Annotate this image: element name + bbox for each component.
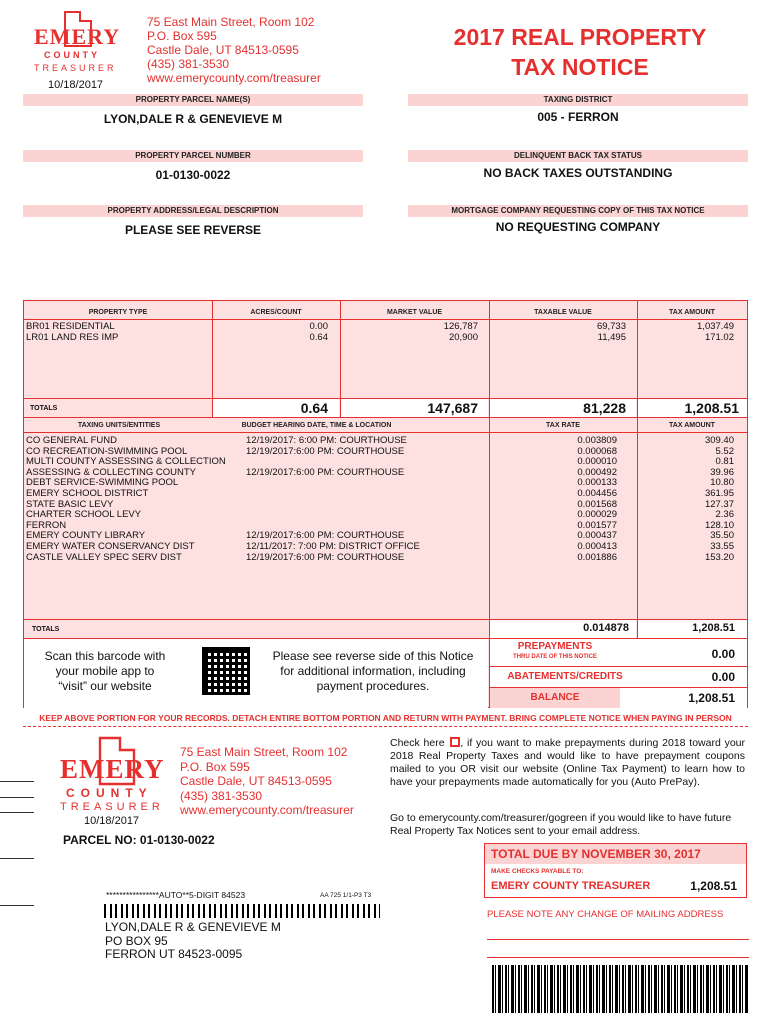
detach-instructions: KEEP ABOVE PORTION FOR YOUR RECORDS. DETACH ENTIRE BOTTOM PORTION AND RETURN WITH PAYMENT. BRING COMPLETE NOTICE WHEN PAYING IN PERSON — [39, 713, 732, 723]
col-property-type: PROPERTY TYPE — [88, 309, 148, 316]
scanline-barcode — [492, 965, 748, 1013]
col-taxing-units: TAXING UNITS/ENTITIES — [77, 422, 161, 429]
property-address-value: PLEASE SEE REVERSE — [124, 223, 262, 237]
margin-tick — [0, 797, 34, 798]
reverse-side-note: Please see reverse side of this Notice for additional information, including payment procedures. — [272, 649, 474, 693]
delinquent-value: NO BACK TAXES OUTSTANDING — [483, 166, 673, 180]
property-taxable: 69,733 11,495 — [596, 321, 626, 343]
notice-title — [400, 22, 760, 82]
margin-tick — [0, 905, 34, 906]
parcel-names-value: LYON,DALE R & GENEVIEVE M — [103, 112, 283, 126]
address-line: P.O. Box 595 — [147, 29, 217, 43]
address-line: 75 East Main Street, Room 102 — [147, 15, 315, 29]
tax-rates: 0.003809 0.000068 0.000010 0.000492 0.000133 0.004456 0.001568 0.000029 0.001577 0.000437 0.000413 0.001886 — [577, 435, 617, 563]
stub-date: 10/18/2017 — [84, 815, 140, 827]
col-taxable-value: TAXABLE VALUE — [534, 309, 592, 316]
prepay-checkbox[interactable] — [450, 737, 460, 747]
payee-name: EMERY COUNTY TREASURER — [491, 880, 651, 892]
total-due-box — [484, 843, 747, 898]
col-acres: ACRES/COUNT — [250, 309, 302, 316]
parcel-number-value: 01-0130-0022 — [155, 168, 231, 182]
taxing-entities: CO GENERAL FUND CO RECREATION-SWIMMING POOL MULTI COUNTY ASSESSING & COLLECTION ASSESSING & COLLECTING COUNTY DEBT SERVICE-SWIMMING POOL EMERY SCHOOL DISTRICT STATE BASIC LEVY CHARTER SCHOOL LEVY FERRON EMERY COUNTY LIBRARY EMERY WATER CONSERVANCY DIST CASTLE VALLEY SPEC SERV DIST — [26, 435, 226, 563]
detach-line — [23, 726, 748, 727]
mailing-address — [105, 921, 281, 962]
total-due-value: 1,208.51 — [690, 879, 737, 893]
logo-treasurer: TREASURER — [34, 63, 117, 73]
taxing-district-label: TAXING DISTRICT — [408, 94, 748, 106]
mail-name: LYON,DALE R & GENEVIEVE M — [105, 920, 281, 934]
prepayments-sublabel: THRU DATE OF THIS NOTICE — [513, 654, 597, 660]
abatements-label: ABATEMENTS/CREDITS — [507, 671, 623, 682]
mortgage-value: NO REQUESTING COMPANY — [495, 220, 661, 234]
address-line: (435) 381-3530 — [147, 57, 230, 71]
website-link[interactable]: www.emerycounty.com/treasurer — [180, 803, 354, 817]
property-types: BR01 RESIDENTIAL LR01 LAND RES IMP — [26, 321, 119, 343]
parcel-names-label: PROPERTY PARCEL NAME(S) — [23, 94, 363, 106]
qr-code[interactable] — [202, 647, 250, 695]
total-due-label: TOTAL DUE BY NOVEMBER 30, 2017 — [485, 844, 746, 864]
address-change-line[interactable] — [487, 957, 749, 958]
abatements-value: 0.00 — [711, 670, 735, 684]
prepayments-label: PREPAYMENTS — [517, 641, 593, 652]
county-address — [147, 15, 321, 85]
payable-label: MAKE CHECKS PAYABLE TO: — [491, 868, 584, 875]
address-line: Castle Dale, UT 84513-0595 — [180, 774, 332, 788]
logo-county: COUNTY — [44, 50, 100, 60]
postal-aa-code: AA 725 1/1-P3 T3 — [320, 892, 372, 899]
units-totals-label: TOTALS — [32, 626, 60, 633]
postal-auto-line: ****************AUTO**5-DIGIT 84523 — [106, 890, 246, 900]
gogreen-text: Go to emerycounty.com/treasurer/gogreen if you would like to have future Real Property Tax Notices sent to your email address. — [390, 812, 732, 837]
stub-logo-emery: EMERY — [60, 754, 165, 784]
col-tax-rate: TAX RATE — [546, 422, 580, 429]
mail-line-1: PO BOX 95 — [105, 933, 168, 948]
title-line-2: TAX NOTICE — [511, 54, 649, 80]
scan-instructions: Scan this barcode with your mobile app to “visit” our website — [44, 649, 166, 693]
stub-parcel-no: PARCEL NO: 01-0130-0022 — [63, 833, 215, 847]
property-totals-label: TOTALS — [30, 405, 58, 412]
address-line: P.O. Box 595 — [180, 759, 250, 774]
margin-tick — [0, 858, 34, 859]
margin-tick — [0, 812, 34, 813]
property-address-label: PROPERTY ADDRESS/LEGAL DESCRIPTION — [23, 205, 363, 217]
balance-label: BALANCE — [530, 692, 580, 703]
prepay-instructions — [390, 737, 745, 789]
title-line-1: 2017 REAL PROPERTY — [453, 24, 707, 50]
county-logo — [30, 16, 130, 76]
property-tax: 1,037.49 171.02 — [697, 321, 734, 343]
delinquent-label: DELINQUENT BACK TAX STATUS — [408, 150, 748, 162]
mortgage-label: MORTGAGE COMPANY REQUESTING COPY OF THIS TAX NOTICE — [408, 205, 748, 217]
postal-barcode — [104, 904, 380, 918]
prepay-text: , if you want to make prepayments during 2018 toward your 2018 Real Property Taxes and would like to have prepayment coupons mailed to you OR visit our website (Online Tax Payment) to learn how to have your prepayments made automatically for you (Auto PrePay). — [390, 737, 745, 788]
col-market-value: MARKET VALUE — [386, 309, 443, 316]
total-acres: 0.64 — [300, 400, 328, 416]
prepayments-value: 0.00 — [711, 647, 735, 661]
total-taxable: 81,228 — [583, 400, 626, 416]
parcel-number-label: PROPERTY PARCEL NUMBER — [23, 150, 363, 162]
address-line: Castle Dale, UT 84513-0595 — [147, 43, 299, 57]
stub-address — [180, 745, 354, 818]
budget-hearings: 12/19/2017: 6:00 PM: COURTHOUSE 12/19/2017:6:00 PM: COURTHOUSE 12/19/2017:6:00 PM: COURTHOUSE 12/19/2017:6:00 PM: COURTHOUSE 12/11/2017: 7:00 PM: DISTRICT OFFICE 12/19/2017:6:00 PM: COURTHOUSE — [246, 435, 420, 563]
balance-value: 1,208.51 — [688, 691, 735, 705]
property-acres: 0.00 0.64 — [309, 321, 328, 343]
col-budget-hearing: BUDGET HEARING DATE, TIME & LOCATION — [241, 422, 392, 429]
taxing-district-value: 005 - FERRON — [537, 110, 619, 124]
logo-emery: EMERY — [34, 24, 121, 49]
address-line: (435) 381-3530 — [180, 788, 263, 803]
check-here-label: Check here — [390, 737, 445, 749]
margin-tick — [0, 781, 34, 782]
property-market: 126,787 20,900 — [443, 321, 478, 343]
notice-date: 10/18/2017 — [48, 79, 104, 91]
mail-line-2: FERRON UT 84523-0095 — [105, 947, 243, 961]
total-tax-rate: 0.014878 — [583, 622, 629, 634]
address-change-line[interactable] — [487, 939, 749, 940]
total-market: 147,687 — [427, 400, 478, 416]
tax-amounts: 309.40 5.52 0.81 39.96 10.80 361.95 127.37 2.36 128.10 35.50 33.55 153.20 — [704, 435, 734, 563]
stub-logo — [56, 742, 176, 820]
address-change-note: PLEASE NOTE ANY CHANGE OF MAILING ADDRESS — [487, 909, 724, 920]
stub-logo-treasurer: TREASURER — [60, 801, 164, 813]
address-line: 75 East Main Street, Room 102 — [180, 745, 348, 759]
col-unit-tax-amount: TAX AMOUNT — [669, 422, 715, 429]
tax-detail-box — [23, 300, 748, 708]
total-units-amount: 1,208.51 — [692, 622, 735, 634]
total-tax: 1,208.51 — [684, 400, 739, 416]
stub-logo-county: COUNTY — [66, 786, 153, 800]
col-tax-amount: TAX AMOUNT — [669, 309, 715, 316]
website-link[interactable]: www.emerycounty.com/treasurer — [147, 71, 321, 85]
